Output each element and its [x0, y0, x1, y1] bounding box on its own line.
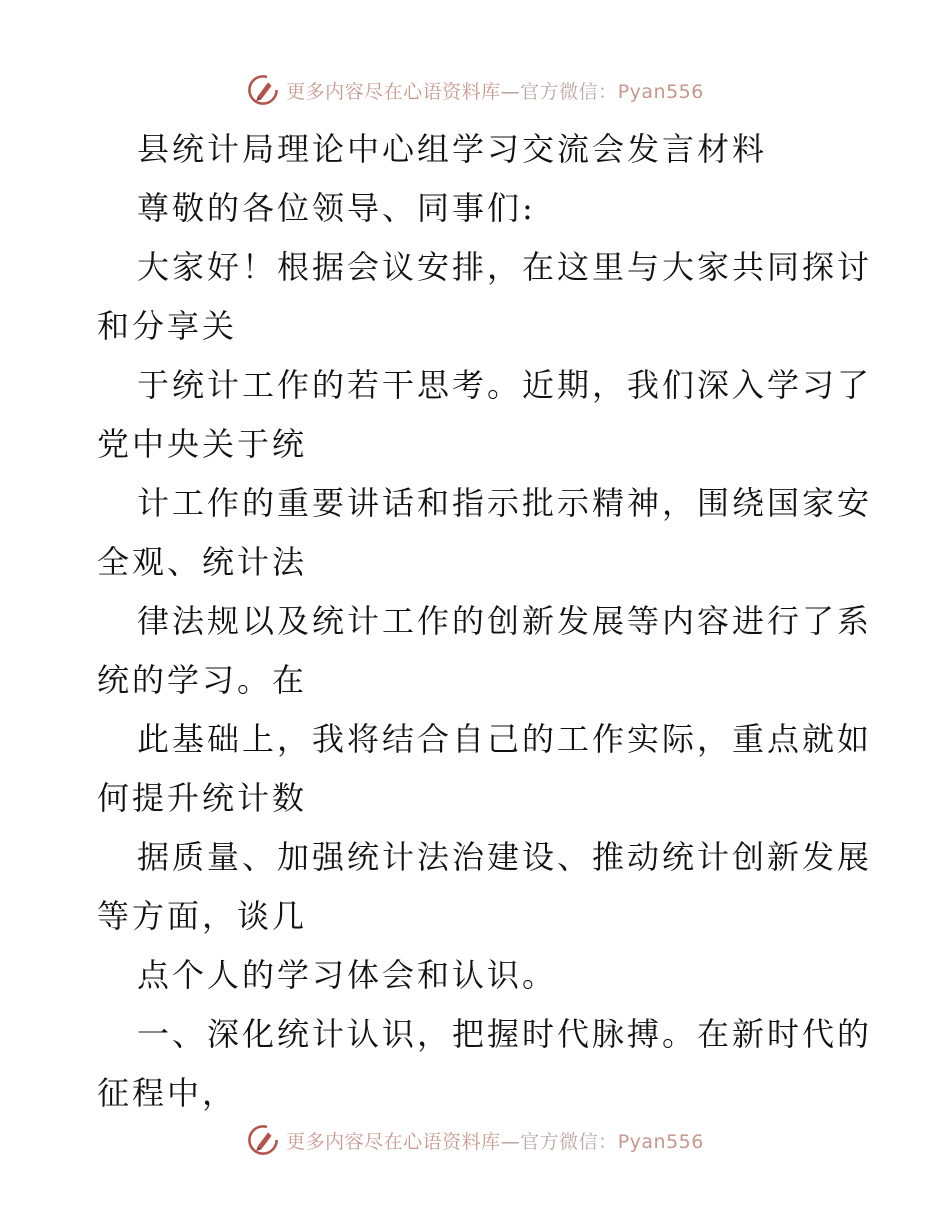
- text-line: 征程中，: [97, 1074, 238, 1112]
- watermark-wechat-label: 官方微信：: [520, 80, 618, 103]
- watermark-wechat-label: 官方微信：: [520, 1130, 618, 1153]
- text-line: 计工作的重要讲话和指示批示精神，围绕国家安: [137, 484, 873, 522]
- text-line: 何提升统计数: [97, 779, 308, 817]
- document-body: [97, 120, 873, 1123]
- text-line: 尊敬的各位领导、同事们:: [137, 189, 536, 227]
- text-line: 党中央关于统: [97, 425, 308, 463]
- text-line: 等方面，谈几: [97, 897, 308, 935]
- text-line: 于统计工作的若干思考。近期，我们深入学习了: [137, 366, 873, 404]
- text-line: 律法规以及统计工作的创新发展等内容进行了系: [137, 602, 873, 640]
- watermark-text: [286, 1127, 704, 1154]
- text-line: 一、深化统计认识，把握时代脉搏。在新时代的: [137, 1015, 873, 1053]
- footer-watermark: [0, 1120, 950, 1160]
- header-watermark: [0, 70, 950, 110]
- text-line: 据质量、加强统计法治建设、推动统计创新发展: [137, 838, 873, 876]
- text-line: 大家好！根据会议安排，在这里与大家共同探讨: [137, 248, 873, 286]
- text-line: 统的学习。在: [97, 661, 308, 699]
- text-line: 全观、统计法: [97, 543, 308, 581]
- text-line: 点个人的学习体会和认识。: [137, 956, 558, 994]
- watermark-wechat-id: Pyan556: [617, 1130, 704, 1153]
- watermark-brand: 更多内容尽在心语资料库: [286, 80, 501, 103]
- watermark-dash: —: [500, 1130, 521, 1153]
- watermark-brand: 更多内容尽在心语资料库: [286, 1130, 501, 1153]
- pen-nib-logo-icon: [246, 73, 280, 107]
- text-line: 县统计局理论中心组学习交流会发言材料: [137, 130, 768, 168]
- text-line: 此基础上，我将结合自己的工作实际，重点就如: [137, 720, 873, 758]
- pen-nib-logo-icon: [246, 1123, 280, 1157]
- watermark-dash: —: [500, 80, 521, 103]
- watermark-text: [286, 77, 704, 104]
- watermark-wechat-id: Pyan556: [617, 80, 704, 103]
- text-line: 和分享关: [97, 307, 238, 345]
